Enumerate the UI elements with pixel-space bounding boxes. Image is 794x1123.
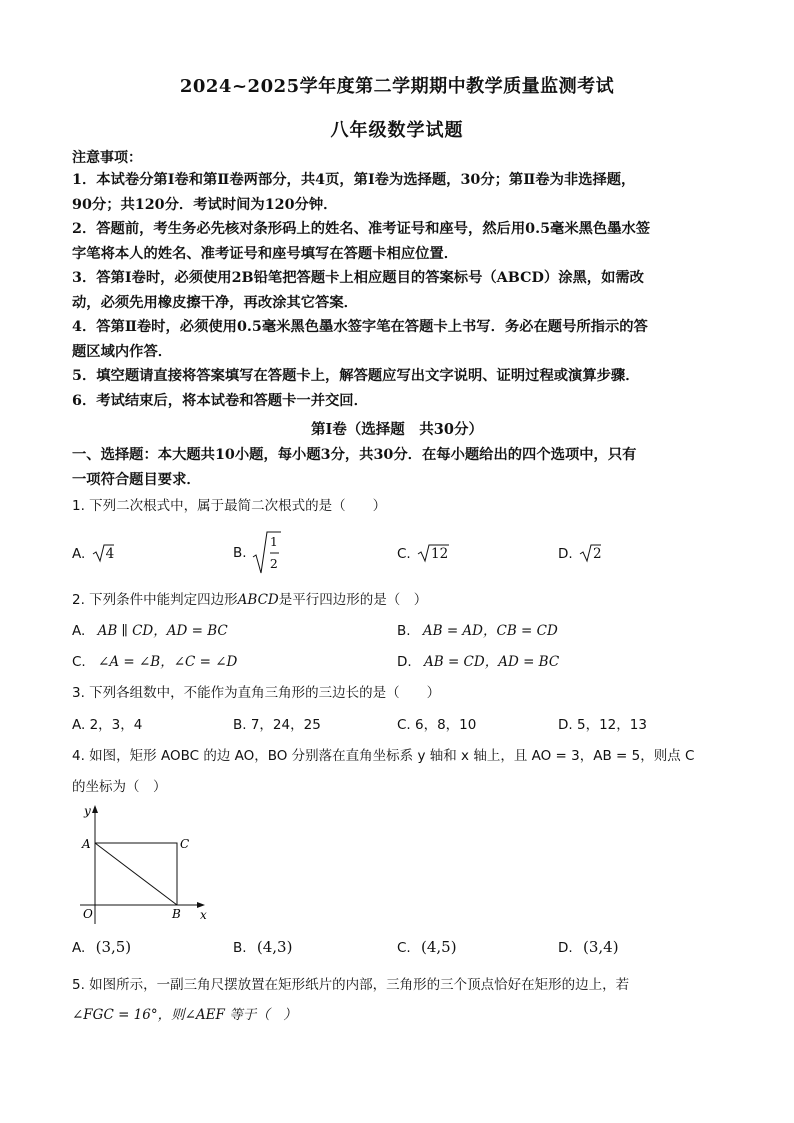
option-letter: D. bbox=[558, 546, 573, 562]
question-4-stem: 的坐标为（ ） bbox=[72, 779, 167, 795]
option-letter: C. bbox=[397, 940, 411, 956]
option-letter: C. bbox=[72, 654, 86, 670]
option-text: AB ∥ CD，AD = BC bbox=[97, 623, 228, 639]
exam-subtitle: 八年级数学试题 bbox=[330, 120, 464, 141]
notes-line: 题区域内作答． bbox=[72, 343, 173, 360]
question-1-stem: 1. 下列二次根式中，属于最简二次根式的是（ ） bbox=[72, 498, 387, 514]
notes-heading: 注意事项： bbox=[72, 150, 142, 166]
question-3-stem: 3. 下列各组数中，不能作为直角三角形的三边长的是（ ） bbox=[72, 685, 441, 701]
q3-option-d: D. 5，12，13 bbox=[558, 717, 647, 733]
option-letter: B. bbox=[397, 623, 411, 639]
q2-option-d bbox=[397, 652, 559, 672]
option-letter: B. bbox=[233, 545, 247, 561]
coordinate-figure bbox=[72, 800, 222, 930]
notes-line: 5．填空题请直接将答案填写在答题卡上，解答题应写出文字说明、证明过程或演算步骤． bbox=[72, 368, 640, 384]
option-letter: C. bbox=[397, 546, 411, 562]
option-letter: D. bbox=[397, 654, 412, 670]
section-title: 第Ⅰ卷（选择题 共30分） bbox=[311, 421, 483, 438]
q3-option-b: B. 7，24，25 bbox=[233, 717, 321, 733]
notes-line: 动，必须先用橡皮擦干净，再改涂其它答案． bbox=[72, 294, 358, 311]
option-letter: D. bbox=[558, 940, 573, 956]
q3-option-a: A. 2，3，4 bbox=[72, 717, 143, 733]
notes-line: 90分；共120分．考试时间为120分钟． bbox=[72, 196, 338, 213]
y-axis-arrow bbox=[92, 805, 98, 813]
q2-option-b bbox=[397, 621, 558, 641]
point-c-label: C bbox=[180, 837, 190, 851]
q4-option-b bbox=[233, 937, 292, 958]
q1-option-b bbox=[233, 531, 281, 575]
notes-line: 4．答第Ⅱ卷时，必须使用0.5毫米黑色墨水签字笔在答题卡上书写．务必在题号所指示的答 bbox=[72, 319, 648, 335]
q4-option-a bbox=[72, 937, 131, 958]
point-b-label: B bbox=[172, 907, 181, 921]
sqrt-fraction bbox=[251, 531, 281, 575]
intro-line: 一、选择题：本大题共10小题，每小题3分，共30分．在每小题给出的四个选项中，只有 bbox=[72, 447, 637, 463]
section-intro bbox=[72, 443, 732, 492]
option-letter: A. bbox=[72, 546, 86, 562]
option-text: AB = CD，AD = BC bbox=[423, 654, 560, 670]
q2-option-a bbox=[72, 621, 228, 641]
q1-option-c bbox=[397, 543, 448, 564]
notes-line: 1．本试卷分第Ⅰ卷和第Ⅱ卷两部分，共4页，第Ⅰ卷为选择题，30分；第Ⅱ卷为非选择题， bbox=[72, 172, 636, 188]
question-5-stem: 5. 如图所示，一副三角尺摆放置在矩形纸片的内部，三角形的三个顶点恰好在矩形的边上，若 bbox=[72, 977, 630, 993]
q3-option-c: C. 6，8，10 bbox=[397, 717, 477, 733]
q2-option-c bbox=[72, 652, 237, 672]
radicand: 2 bbox=[592, 546, 602, 562]
point-o-label: O bbox=[83, 907, 93, 921]
x-axis-label: x bbox=[200, 908, 207, 922]
y-axis-label: y bbox=[84, 804, 91, 818]
option-text: (4,3) bbox=[256, 938, 293, 956]
option-text: (4,5) bbox=[421, 938, 457, 956]
option-text: ∠A = ∠B，∠C = ∠D bbox=[98, 654, 238, 670]
option-letter: A. bbox=[72, 940, 86, 956]
question-4-stem: 4. 如图，矩形 AOBC 的边 AO，BO 分别落在直角坐标系 y 轴和 x 轴上，且 AO = 3，AB = 5，则点 C bbox=[72, 748, 695, 764]
notes-section bbox=[72, 148, 732, 413]
notes-line: 3．答第Ⅰ卷时，必须使用2B铅笔把答题卡上相应题目的答案标号（ABCD）涂黑，如需改 bbox=[72, 270, 644, 286]
radicand: 12 bbox=[431, 546, 449, 562]
intro-line: 一项符合题目要求． bbox=[72, 471, 201, 488]
q1-option-a bbox=[72, 543, 114, 564]
notes-line: 字笔将本人的姓名、准考证号和座号填写在答题卡相应位置． bbox=[72, 245, 459, 262]
option-text: AB = AD，CB = CD bbox=[422, 623, 558, 639]
option-letter: A. bbox=[72, 623, 86, 639]
option-text: (3,4) bbox=[582, 938, 619, 956]
diagonal-ab bbox=[95, 843, 177, 905]
option-letter: B. bbox=[233, 940, 247, 956]
notes-line: 2．答题前，考生务必先核对条形码上的姓名、准考证号和座号，然后用0.5毫米黑色墨水签 bbox=[72, 221, 651, 237]
question-5-stem: ∠FGC = 16°，则∠AEF 等于（ ） bbox=[72, 1007, 297, 1023]
fraction-denominator: 2 bbox=[269, 556, 278, 571]
q1-option-d bbox=[558, 543, 602, 564]
q4-option-c bbox=[397, 937, 457, 958]
question-2-stem bbox=[72, 590, 427, 610]
fraction-numerator: 1 bbox=[269, 534, 278, 549]
notes-line: 6．考试结束后，将本试卷和答题卡一并交回． bbox=[72, 392, 368, 409]
stem-text: 是平行四边形的是（ ） bbox=[278, 592, 428, 608]
stem-text: 2. 下列条件中能判定四边形 bbox=[72, 592, 238, 608]
point-a-label: A bbox=[82, 837, 91, 851]
radicand: 4 bbox=[105, 546, 115, 562]
stem-math: ABCD bbox=[237, 592, 279, 608]
q4-option-d bbox=[558, 937, 619, 958]
option-text: (3,5) bbox=[95, 938, 132, 956]
exam-title: 2024~2025学年度第二学期期中教学质量监测考试 bbox=[179, 76, 615, 97]
